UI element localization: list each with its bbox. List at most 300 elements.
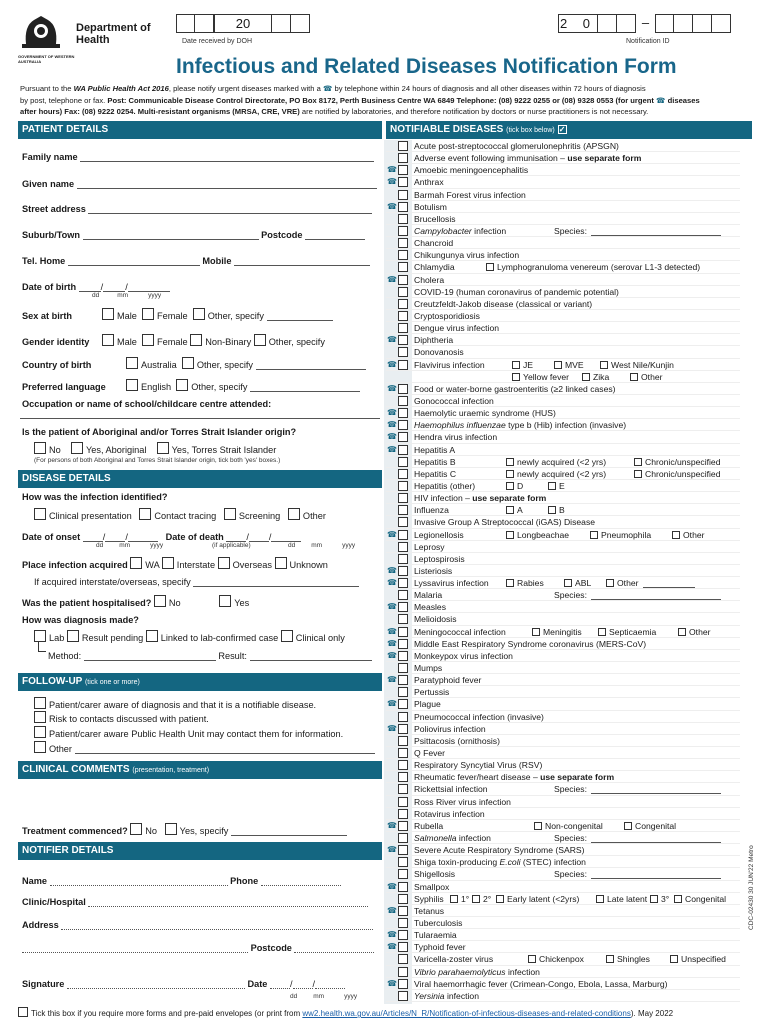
disease-row [386, 213, 740, 225]
occupation-field[interactable] [20, 418, 380, 419]
disease-label: Measles [414, 602, 446, 613]
disease-option[interactable]: Chronic/unspecified [634, 468, 720, 480]
option-checkbox[interactable] [634, 470, 642, 478]
sig-yyyy[interactable] [315, 978, 345, 989]
death-yyyy[interactable] [271, 531, 301, 542]
disease-row [386, 990, 740, 1002]
disease-checkbox[interactable] [398, 469, 408, 479]
option-field[interactable] [591, 589, 721, 600]
disease-label: Cryptosporidiosis [414, 310, 480, 321]
disease-checkbox[interactable] [398, 566, 408, 576]
disease-option[interactable]: Pneumophila [590, 529, 651, 541]
option-checkbox[interactable] [598, 628, 606, 636]
option-checkbox[interactable] [672, 531, 680, 539]
disease-checkbox[interactable] [398, 238, 408, 248]
disease-row [386, 516, 740, 528]
disease-checkbox[interactable] [398, 165, 408, 175]
disease-option[interactable]: A [506, 504, 523, 516]
disease-checkbox[interactable] [398, 942, 408, 952]
disease-checkbox[interactable] [398, 748, 408, 758]
option-checkbox[interactable] [548, 482, 556, 490]
disease-checkbox[interactable] [398, 760, 408, 770]
disease-checkbox[interactable] [398, 262, 408, 272]
followup-aware-checkbox[interactable] [34, 697, 46, 709]
disease-option[interactable]: Longbeachae [506, 529, 569, 541]
option-checkbox[interactable] [624, 822, 632, 830]
disease-label: COVID-19 (human coronavirus of pandemic potential) [414, 286, 619, 297]
dob-yyyy[interactable] [128, 281, 170, 292]
contact-tracing-checkbox[interactable] [139, 508, 151, 520]
option-checkbox[interactable] [534, 822, 542, 830]
disease-label: Anthrax [414, 177, 444, 188]
disease-checkbox[interactable] [398, 141, 408, 151]
followup-item: Patient/carer aware of diagnosis and that it is a notifiable disease. [49, 700, 317, 710]
disease-row [386, 189, 740, 201]
method-arrow [38, 642, 46, 652]
notifier-postcode-field[interactable] [294, 942, 374, 953]
disease-checkbox[interactable] [398, 445, 408, 455]
followup-phu-checkbox[interactable] [34, 726, 46, 738]
option-checkbox[interactable] [506, 531, 514, 539]
notification-id-boxes[interactable] [558, 14, 731, 33]
disease-option[interactable]: 1° [450, 893, 469, 905]
disease-checkbox[interactable] [398, 384, 408, 394]
option-checkbox[interactable] [512, 361, 520, 369]
disease-checkbox[interactable] [398, 360, 408, 370]
disease-label: Brucellosis [414, 213, 456, 224]
disease-row [386, 492, 740, 504]
disease-checkbox[interactable] [398, 651, 408, 661]
option-checkbox[interactable] [532, 628, 540, 636]
option-checkbox[interactable] [634, 458, 642, 466]
disease-row [386, 978, 740, 990]
result-pending-checkbox[interactable] [67, 630, 79, 642]
option-checkbox[interactable] [582, 373, 590, 381]
disease-option[interactable]: JE [512, 359, 533, 371]
disease-option[interactable]: Early latent (<2yrs) [496, 893, 579, 905]
disease-checkbox[interactable] [398, 869, 408, 879]
disease-checkbox[interactable] [398, 639, 408, 649]
disease-row [386, 456, 740, 468]
hospitalised-label: Was the patient hospitalised? [22, 598, 152, 608]
notifier-name-label: Name [22, 876, 48, 886]
sex-other-field[interactable] [267, 310, 333, 321]
followup-risk-checkbox[interactable] [34, 711, 46, 723]
followup-other-checkbox[interactable] [34, 741, 46, 753]
urgent-phone-icon: ☎ [387, 650, 397, 660]
date-onset-label: Date of onset [22, 532, 81, 542]
dob-mm[interactable] [103, 281, 125, 292]
option-checkbox[interactable] [472, 895, 480, 903]
clinical-comments-heading: CLINICAL COMMENTS (presentation, treatment) [18, 761, 382, 779]
disease-option[interactable]: Zika [582, 371, 609, 383]
sex-other-checkbox[interactable] [193, 308, 205, 320]
diagnosis-lab-checkbox[interactable] [34, 630, 46, 642]
disease-checkbox[interactable] [398, 602, 408, 612]
language-other-checkbox[interactable] [176, 379, 188, 391]
urgent-phone-icon: ☎ [387, 335, 397, 345]
disease-row [386, 152, 740, 164]
disease-checkbox[interactable] [398, 991, 408, 1001]
aboriginal-yes-checkbox[interactable] [71, 442, 83, 454]
disease-checkbox[interactable] [398, 675, 408, 685]
disease-checkbox[interactable] [398, 554, 408, 564]
disease-option[interactable]: West Nile/Kunjin [600, 359, 674, 371]
urgent-phone-icon: ☎ [387, 565, 397, 575]
disease-checkbox[interactable] [398, 323, 408, 333]
option-checkbox[interactable] [506, 458, 514, 466]
dob-format: dd mm yyyy [92, 292, 162, 299]
followup-item: Patient/carer aware Public Health Unit may contact them for information. [49, 729, 344, 739]
disease-row [386, 322, 740, 334]
disease-option[interactable]: Septicaemia [598, 626, 656, 638]
disease-row [386, 747, 740, 759]
disease-checkbox[interactable] [398, 833, 408, 843]
death-mm[interactable] [249, 531, 269, 542]
hospitalised-yes-checkbox[interactable] [219, 595, 231, 607]
gender-female-checkbox[interactable] [142, 334, 154, 346]
disease-checkbox[interactable] [398, 979, 408, 989]
treatment-yes-checkbox[interactable] [165, 823, 177, 835]
disease-option[interactable]: Chickenpox [528, 953, 584, 965]
death-dd[interactable] [226, 531, 246, 542]
disease-row [386, 844, 740, 856]
tel-home-field[interactable] [68, 255, 200, 266]
notifier-address-line2[interactable] [22, 942, 248, 953]
disease-label: Creutzfeldt-Jakob disease (classical or variant) [414, 298, 593, 309]
clinic-field[interactable] [88, 896, 368, 907]
clinical-comments-field[interactable] [20, 780, 380, 818]
identified-other-checkbox[interactable] [288, 508, 300, 520]
disease-row [386, 966, 740, 978]
option-field[interactable] [591, 225, 721, 236]
disease-label: Vibrio parahaemolyticus infection [414, 966, 540, 977]
disease-option[interactable]: Late latent [596, 893, 647, 905]
disease-label: Syphilis [414, 893, 444, 904]
diagnosis-made-label: How was diagnosis made? [22, 615, 139, 625]
disease-option[interactable]: 2° [472, 893, 491, 905]
disease-checkbox[interactable] [398, 214, 408, 224]
disease-option[interactable]: newly acquired (<2 yrs) [506, 468, 606, 480]
street-address-field[interactable] [88, 203, 372, 214]
option-checkbox[interactable] [506, 470, 514, 478]
disease-checkbox[interactable] [398, 275, 408, 285]
disease-row [386, 480, 740, 492]
disease-label: Viral haemorrhagic fever (Crimean-Congo, Ebola, Lassa, Marburg) [414, 978, 668, 989]
disease-checkbox[interactable] [398, 408, 408, 418]
country-australia-checkbox[interactable] [126, 357, 138, 369]
disease-label: Paratyphoid fever [414, 675, 482, 686]
disease-label: Barmah Forest virus infection [414, 189, 526, 200]
option-checkbox[interactable] [486, 263, 494, 271]
sex-female-checkbox[interactable] [142, 308, 154, 320]
disease-checkbox[interactable] [398, 493, 408, 503]
disease-row [386, 771, 740, 783]
disease-label: Amoebic meningoencephalitis [414, 165, 529, 176]
disease-option[interactable]: Yellow fever [512, 371, 569, 383]
disease-option[interactable]: Other [630, 371, 663, 383]
option-field[interactable] [591, 832, 721, 843]
option-checkbox[interactable] [554, 361, 562, 369]
if-acquired-field[interactable] [193, 576, 359, 587]
aboriginal-no-checkbox[interactable] [34, 442, 46, 454]
disease-row [386, 577, 740, 589]
treatment-no-checkbox[interactable] [130, 823, 142, 835]
signature-field[interactable] [67, 978, 245, 989]
country-label: Country of birth [22, 360, 92, 370]
notifier-phone-field[interactable] [261, 875, 341, 886]
disease-label: Chikungunya virus infection [414, 250, 520, 261]
tsi-yes-checkbox[interactable] [157, 442, 169, 454]
disease-option: Species: [554, 783, 721, 795]
hospitalised-no-checkbox[interactable] [154, 595, 166, 607]
option-checkbox[interactable] [512, 373, 520, 381]
option-checkbox[interactable] [506, 506, 514, 514]
date-death-label: Date of death [165, 532, 224, 542]
place-wa-checkbox[interactable] [130, 557, 142, 569]
suburb-label: Suburb/Town [22, 230, 81, 240]
disease-checkbox[interactable] [398, 857, 408, 867]
disease-label: Ross River virus infection [414, 796, 511, 807]
language-other-field[interactable] [250, 381, 360, 392]
disease-option[interactable]: Meningitis [532, 626, 582, 638]
suburb-field[interactable] [83, 229, 259, 240]
option-checkbox[interactable] [506, 579, 514, 587]
disease-label: Campylobacter infection [414, 225, 507, 236]
notification-id-label: Notification ID [626, 38, 670, 45]
disease-checkbox[interactable] [398, 335, 408, 345]
method-field[interactable] [84, 650, 216, 661]
disease-label: Rickettsial infection [414, 784, 488, 795]
disease-checkbox[interactable] [398, 202, 408, 212]
option-checkbox[interactable] [450, 895, 458, 903]
disease-checkbox[interactable] [398, 347, 408, 357]
language-english-checkbox[interactable] [126, 379, 138, 391]
family-name-field[interactable] [80, 151, 374, 162]
disease-checkbox[interactable] [398, 967, 408, 977]
disease-checkbox[interactable] [398, 481, 408, 491]
disease-option[interactable]: MVE [554, 359, 584, 371]
disease-checkbox[interactable] [398, 432, 408, 442]
disease-checkbox[interactable] [398, 918, 408, 928]
country-other-field[interactable] [256, 359, 366, 370]
disease-checkbox[interactable] [398, 712, 408, 722]
disease-checkbox[interactable] [398, 542, 408, 552]
disease-label: Food or water-borne gastroenteritis (≥2 linked cases) [414, 383, 616, 394]
disease-option[interactable]: Unspecified [670, 953, 726, 965]
disease-option[interactable]: Non-congenital [534, 820, 603, 832]
disease-label: HIV infection – use separate form [414, 493, 547, 504]
more-forms-checkbox[interactable] [18, 1007, 28, 1017]
disease-checkbox[interactable] [398, 153, 408, 163]
disease-label: Shigellosis [414, 869, 456, 880]
mobile-field[interactable] [234, 255, 370, 266]
disease-checkbox[interactable] [398, 821, 408, 831]
postcode-label: Postcode [261, 230, 303, 240]
option-field[interactable] [591, 783, 721, 794]
onset-mm[interactable] [105, 531, 125, 542]
sig-dd[interactable] [270, 978, 290, 989]
disease-checkbox[interactable] [398, 772, 408, 782]
disease-option[interactable]: ABL [564, 577, 591, 589]
notifier-name-field[interactable] [50, 875, 228, 886]
disease-checkbox[interactable] [398, 663, 408, 673]
disease-checkbox[interactable] [398, 930, 408, 940]
disease-checkbox[interactable] [398, 687, 408, 697]
tel-home-label: Tel. Home [22, 256, 66, 266]
option-checkbox[interactable] [600, 361, 608, 369]
screening-checkbox[interactable] [224, 508, 236, 520]
option-field[interactable] [591, 868, 721, 879]
treatment-specify-field[interactable] [231, 825, 347, 836]
disease-checkbox[interactable] [398, 420, 408, 430]
gender-other-checkbox[interactable] [254, 334, 266, 346]
country-other-checkbox[interactable] [182, 357, 194, 369]
given-name-label: Given name [22, 179, 75, 189]
onset-dd[interactable] [83, 531, 103, 542]
disease-option[interactable]: Other [678, 626, 711, 638]
onset-yyyy[interactable] [128, 531, 158, 542]
disease-option[interactable]: E [548, 480, 565, 492]
urgent-phone-icon: ☎ [387, 529, 397, 539]
disease-row [386, 723, 740, 735]
option-checkbox[interactable] [564, 579, 572, 587]
option-checkbox[interactable] [630, 373, 638, 381]
dob-dd[interactable] [79, 281, 101, 292]
disease-option[interactable]: newly acquired (<2 yrs) [506, 456, 606, 468]
option-field[interactable] [643, 577, 695, 588]
disease-option[interactable]: Congenital [674, 893, 726, 905]
disease-label: Cholera [414, 274, 445, 285]
disease-checkbox[interactable] [398, 954, 408, 964]
disease-checkbox[interactable] [398, 311, 408, 321]
place-unknown-checkbox[interactable] [275, 557, 287, 569]
notif-prefix: 2 0 [559, 16, 597, 31]
disease-checkbox[interactable] [398, 845, 408, 855]
disease-row [386, 419, 740, 431]
patient-details-heading: PATIENT DETAILS [18, 121, 382, 139]
disease-checkbox[interactable] [398, 627, 408, 637]
disease-label: Rotavirus infection [414, 808, 485, 819]
urgent-phone-icon: ☎ [387, 420, 397, 430]
disease-option[interactable]: Chronic/unspecified [634, 456, 720, 468]
footer-link[interactable]: ww2.health.wa.gov.au/Articles/N_R/Notification-of-infectious-diseases-and-related-conditions [302, 1009, 631, 1018]
disease-checkbox[interactable] [398, 287, 408, 297]
disease-checkbox[interactable] [398, 882, 408, 892]
disease-label: Melioidosis [414, 614, 457, 625]
disease-row [386, 905, 740, 917]
dob-label: Date of birth [22, 282, 77, 292]
linked-case-checkbox[interactable] [146, 630, 158, 642]
followup-other-field[interactable] [75, 743, 375, 754]
disease-checkbox[interactable] [398, 517, 408, 527]
disease-label: Rubella [414, 820, 444, 831]
clinical-only-checkbox[interactable] [281, 630, 293, 642]
disease-label: Dengue virus infection [414, 323, 500, 334]
disease-checkbox[interactable] [398, 299, 408, 309]
option-checkbox[interactable] [606, 955, 614, 963]
gender-nonbinary-checkbox[interactable] [190, 334, 202, 346]
disease-row [386, 407, 740, 419]
phone-urgent-icon: ☎ [322, 84, 333, 93]
disease-option[interactable]: Other [606, 577, 695, 589]
disease-checkbox[interactable] [398, 736, 408, 746]
option-checkbox[interactable] [674, 895, 682, 903]
option-checkbox[interactable] [528, 955, 536, 963]
disease-list [386, 140, 740, 1002]
disease-checkbox[interactable] [398, 578, 408, 588]
disease-checkbox[interactable] [398, 724, 408, 734]
disease-checkbox[interactable] [398, 505, 408, 515]
disease-checkbox[interactable] [398, 530, 408, 540]
disease-option[interactable]: Rabies [506, 577, 544, 589]
disease-checkbox[interactable] [398, 784, 408, 794]
postcode-field[interactable] [305, 229, 365, 240]
option-checkbox[interactable] [590, 531, 598, 539]
date-received-boxes[interactable] [176, 14, 310, 33]
disease-checkbox[interactable] [398, 457, 408, 467]
disease-option[interactable]: Other [672, 529, 705, 541]
signature-label: Signature [22, 979, 65, 989]
sig-mm[interactable] [293, 978, 313, 989]
option-checkbox[interactable] [506, 482, 514, 490]
disease-checkbox[interactable] [398, 906, 408, 916]
notifier-address-field[interactable] [61, 919, 373, 930]
disease-row [386, 310, 740, 322]
disease-option[interactable]: Lymphogranuloma venereum (serovar L1-3 detected) [486, 261, 700, 273]
disease-checkbox[interactable] [398, 894, 408, 904]
place-overseas-checkbox[interactable] [218, 557, 230, 569]
disease-checkbox[interactable] [398, 190, 408, 200]
disease-option[interactable]: B [548, 504, 565, 516]
urgent-phone-icon: ☎ [387, 845, 397, 855]
disease-label: Tuberculosis [414, 918, 463, 928]
disease-checkbox[interactable] [398, 396, 408, 406]
disease-label: Hendra virus infection [414, 432, 498, 443]
sex-male-checkbox[interactable] [102, 308, 114, 320]
disease-option[interactable]: Congenital [624, 820, 676, 832]
option-checkbox[interactable] [670, 955, 678, 963]
gender-male-checkbox[interactable] [102, 334, 114, 346]
disease-checkbox[interactable] [398, 590, 408, 600]
option-checkbox[interactable] [606, 579, 614, 587]
disease-row [386, 565, 740, 577]
option-checkbox[interactable] [596, 895, 604, 903]
disease-checkbox[interactable] [398, 177, 408, 187]
disease-checkbox[interactable] [398, 250, 408, 260]
option-checkbox[interactable] [548, 506, 556, 514]
disease-row [386, 261, 740, 273]
disease-row [386, 140, 740, 152]
disease-row [386, 201, 740, 213]
disease-checkbox[interactable] [398, 226, 408, 236]
option-checkbox[interactable] [678, 628, 686, 636]
disease-option[interactable]: Shingles [606, 953, 650, 965]
option-checkbox[interactable] [496, 895, 504, 903]
disease-option[interactable]: 3° [650, 893, 669, 905]
disease-checkbox[interactable] [398, 797, 408, 807]
disease-checkbox[interactable] [398, 699, 408, 709]
result-field[interactable] [250, 650, 372, 661]
clinical-presentation-checkbox[interactable] [34, 508, 46, 520]
disease-option: Species: [554, 589, 721, 601]
disease-checkbox[interactable] [398, 614, 408, 624]
place-interstate-checkbox[interactable] [162, 557, 174, 569]
disease-checkbox[interactable] [398, 809, 408, 819]
disease-option[interactable]: D [506, 480, 523, 492]
given-name-field[interactable] [77, 178, 377, 189]
option-checkbox[interactable] [650, 895, 658, 903]
